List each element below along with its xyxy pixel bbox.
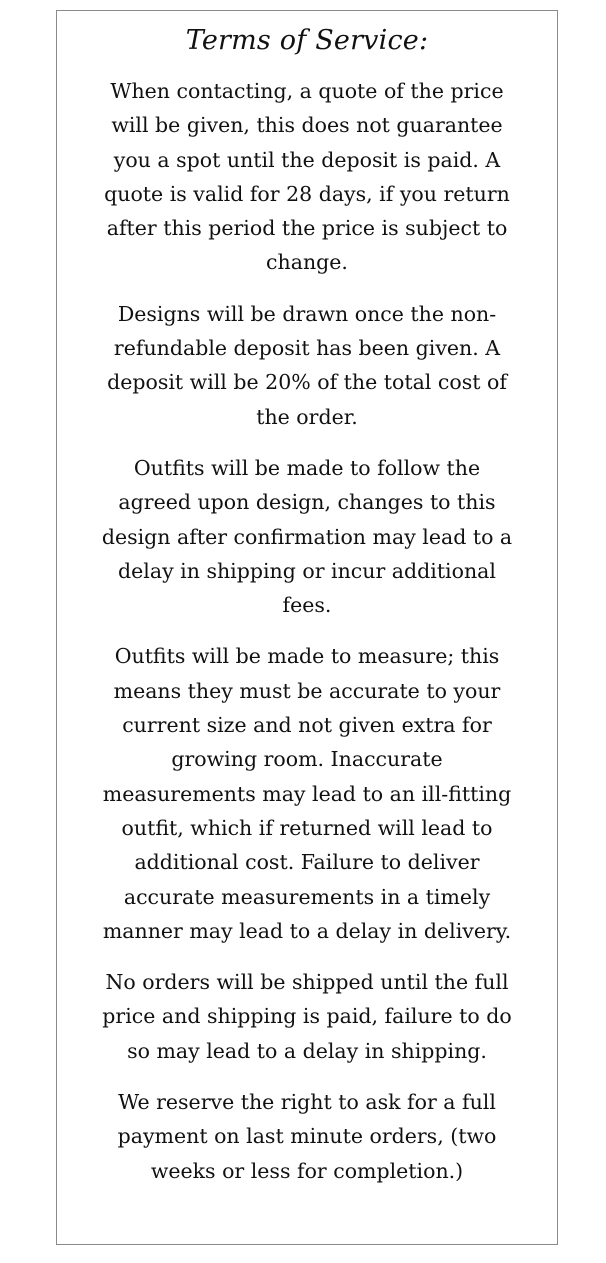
terms-paragraph-shipping: No orders will be shipped until the full price and shipping is paid, failure to do so may lead to a delay in shipping. [102,970,512,1063]
terms-body [57,74,557,1188]
terms-paragraph-measurements: Outfits will be made to measure; this means they must be accurate to your current size and not given extra for growing room. Inaccurate measurements may lead to an ill-fitting outfit, which if returned will lead to additional cost. Failure to deliver accurate measurements in a timely manner may lead to a delay in delivery. [102,644,512,943]
terms-paragraph-deposit: Designs will be drawn once the non- refundable deposit has been given. A deposit will be 20% of the total cost of the order. [107,301,507,429]
terms-paragraph-design-changes: Outfits will be made to follow the agreed upon design, changes to this design after confirmation may lead to a delay in shipping or incur additional fees. [101,455,513,618]
page-title: Terms of Service: [185,25,429,56]
terms-of-service-panel [56,10,558,1245]
terms-paragraph-full-payment: We reserve the right to ask for a full payment on last minute orders, (two weeks or less for completion.) [117,1090,497,1183]
terms-paragraph-quote: When contacting, a quote of the price will be given, this does not guarantee you a spot until the deposit is paid. A quote is valid for 28 days, if you return after this period the price is subject to change. [104,79,510,275]
